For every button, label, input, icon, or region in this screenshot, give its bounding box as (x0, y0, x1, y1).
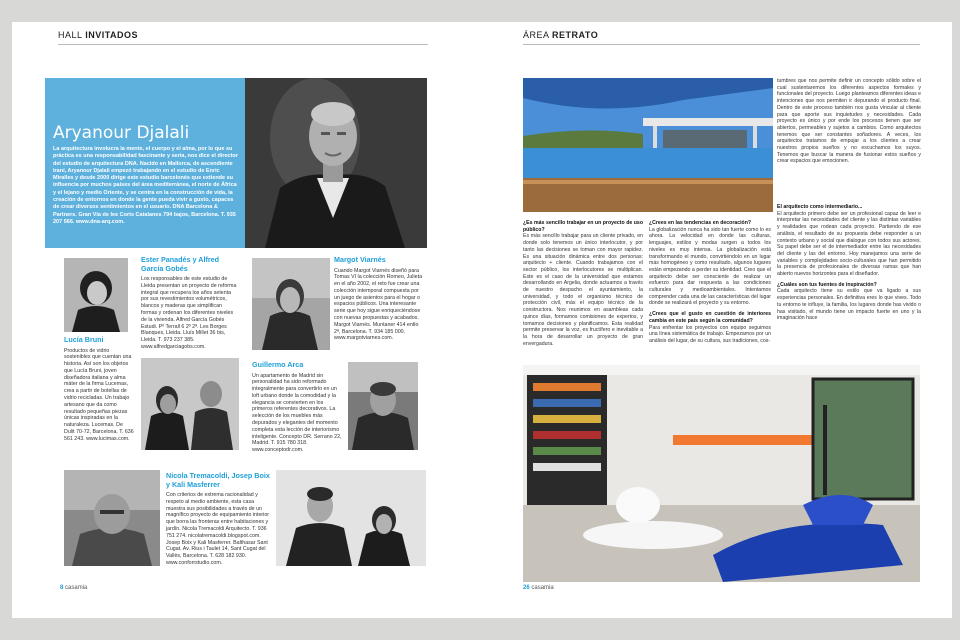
question: El arquitecto como intermediario... (777, 204, 863, 210)
tremacoldi-photo (64, 470, 160, 566)
left-header-rule (58, 44, 428, 45)
arca-photo (348, 362, 418, 450)
card-title: Guillermo Arca (252, 360, 304, 369)
question: ¿Crees en las tendencias en decoración? (649, 220, 752, 226)
man-portrait-illustration (245, 78, 427, 248)
feature-bio: La arquitectura involucra la mente, el cuerpo y el alma, por lo que su práctica es una responsabilidad fascinante y seria, nos dice el director del estudio de arquitectura DNA. Nacido en Mallorca, de ascendiente iraní, Aryanour Djalali empezó trabajando en el estudio de Enric Miralles y desde 2000 dirige este estudio barcelonés que extiende su influencia por muchos países del área mediterránea, el norte de África y el lejano y medio Oriente, y se centra en la construcción de vida, la creación de entornos en donde la gente pueda vivir a gusto, capaces de crear diversos sentimientos en el usuario. DNA Barcelona & Partners. Gran Vía de les Corts Catalanes 794 bajos, Barcelona. T. 935 207 566. www.dna-arq.com. (53, 146, 238, 225)
intro-text: tumbres que nos permite definir un concepto sólido sobre el cual sustentaremos los diferentes aspectos formales y funcionales del proyecto. Luego planteamos diferentes ideas e intenciones que nos permiten ir depurando el producto final. Dentro de este proceso también nos gusta vincular al cliente para que aporte sus inquietudes y necesidades. Cada proyecto es único y por ende los procesos tienen que ser abiertos, permeables y sujetos a cambios. Como arquitectos tenemos que ser constantes soñadores. A veces, los arquitectos tratamos de empujar a los clientes a crear nuestros propios sueños y no escuchamos los suyos. Tenemos que buscar la manera de fusionar estos sueños y crear espacios que emocionen. (777, 78, 921, 165)
card-body: Los responsables de este estudio de Lleida presentan un proyecto de reforma integral que recupera los años setenta por sus revestimientos volumétricos, blancos y maderas que simplifican formas y ordenan los diferentes niveles de la vivienda. Alfred García Gobés Estudi. Pº Terrall 6 2º 2ª. Les Borges Blanques, Lleida. Lluís Millet 36 bis, Lleida. T. 973 237 385. www.alfredgarciagobs.com. (141, 276, 237, 350)
man-photo-illustration (348, 362, 418, 450)
living-room-illustration (523, 365, 920, 582)
qa-column-2 (649, 218, 771, 347)
card-title: Margot Viarnés (334, 255, 386, 264)
feature-name: Aryanour Djalali (53, 123, 190, 143)
couple-photo-illustration (276, 470, 426, 566)
card-panades (141, 256, 239, 351)
feature-portrait (245, 78, 427, 248)
card-body: Un apartamento de Madrid sin personalidad ha sido reformado integralmente para convertirlo en un loft urbano donde la comodidad y la elegancia se convierten en los primeros referentes decorativos. La selección de los muebles más depurados y elegantes del momento completa esta lección de interiorismo inteligente. Concepto DR. Serrano 22, Madrid. T. 915 780 318. www.conceptodr.com. (252, 372, 342, 454)
question: ¿Es más sencillo trabajar en un proyecto de uso público? (523, 220, 643, 233)
magazine-label: casamia (531, 585, 554, 591)
viarnes-photo (252, 258, 330, 350)
answer: Para enfrentar los proyectos con equipo seguimos una línea sistemática de trabajo. Empezamos por un análisis del lugar, de su cultura, sus tradiciones, cos- (649, 324, 771, 344)
card-body: Productos de vidrio sostenibles que cuentan una historia. Así son los objetos que Lucía Bruni, joven diseñadora italiana y alma máter de la firma Lucemas, crea a partir de botellas de vidrio recicladas. Un trabajo artesano que da como resultado pequeñas piezas únicas inspiradas en la naturaleza. Lucemas. De Dulit 70-72, Barcelona. T. 636 561 243. www.lucimas.com. (64, 347, 134, 442)
woman-photo-illustration (252, 258, 330, 350)
couple-photo-illustration (141, 358, 239, 450)
pool-house-illustration (523, 78, 773, 212)
page-number: 26 (523, 585, 530, 591)
feature-box (45, 78, 245, 248)
card-title: Lucía Bruni (64, 335, 104, 344)
intro-text-column (777, 78, 921, 167)
card-title: Ester Panadés y Alfred García Gobés (141, 255, 220, 273)
right-section-header (523, 30, 598, 40)
card-body: Cuando Margot Viarnés diseñó para Tomas VI la colección Romeo, Julieta en el año 2002, el reto fue crear una colección intemporal compuesta por un juego de asientos para el hogar o espacios públicos. Una interesante serie que hoy sigue enriqueciéndose con nuevas propuestas y acabados. Margot Viarnés. Muntaner 414 entlo 2ª, Barcelona. T. 934 185 000. www.margotviarnes.com. (334, 267, 423, 342)
left-section-header (58, 30, 138, 40)
magazine-label: casamia (65, 585, 88, 591)
woman-photo-illustration (64, 258, 128, 332)
card-title: Nicola Tremacoldi, Josep Boix y Kali Masferrer (166, 471, 270, 489)
section-prefix: ÁREA (523, 30, 550, 40)
living-room-photo (523, 365, 920, 582)
section-prefix: HALL (58, 30, 83, 40)
section-title: INVITADOS (85, 30, 139, 40)
card-tremacoldi (166, 472, 270, 567)
answer: Es más sencillo trabajar para un cliente privado, en donde solo tenemos un único interlocutor, y por tanto las decisiones se toman con mayor rapidez. Es una situación dinámica entre dos personas: arquitecto + cliente. Cuando trabajamos con el sector público, los interlocutores se multiplican. Este es el caso de la universidad que estamos desarrollando en Argelia, donde actuamos a través de nuestro despacho el ayuntamiento, la universidad, y todo el organismo técnico de protección civil, más el equipo técnico de la constructora. Nos reunimos en asambleas cada quince días, formamos comisiones de expertos, y tomamos decisiones y planificamos. Esta realidad permite preservar la voz, es fructífero e inevitable a la hora de desarrollar un proyecto de gran envergadura. (523, 233, 643, 347)
qa-column-3 (777, 202, 921, 324)
card-body: Con criterios de extrema racionalidad y respeto al medio ambiente, esta casa muestra sus posibilidades a través de un magnífico proyecto de equipamiento interior que borra las fronteras entre habitaciones y jardín. Nicola Tremacoldi Arquitecto. T. 936 751 274. nicolatremacoldi.blogspot.com. Josep Boix y Kali Masferrer. Balthasar Sant Cugat. Av. Rius i Taulet 14, Sant Cugat del Vallès, Barcelona. T. 628 182 930. www.conforrstudio.com. (166, 492, 270, 566)
page-number: 8 (60, 585, 64, 591)
man-photo-illustration (64, 470, 160, 566)
right-header-rule (523, 44, 920, 45)
question: ¿Cuáles son tus fuentes de inspiración? (777, 281, 877, 288)
panades-photo (141, 358, 239, 450)
question: ¿Crees que el gusto en cuestión de interiores cambia en este país según la comunidad? (649, 311, 771, 324)
left-folio (60, 585, 87, 591)
card-arca (252, 361, 344, 454)
qa-column-1 (523, 218, 643, 349)
boix-masferrer-photo (276, 470, 426, 566)
answer: El arquitecto primero debe ser un profesional capaz de leer e interpretar las necesidades del cliente y las distintas variables y realidades que rodean cada proyecto. Partiendo de ese análisis, el resultado de su propuesta debe responder a un contexto urbano y social que dialogue con todos sus actores. Su papel debe ser el de intermediador entre las necesidades del cliente y las del entorno. Hoy manejamos una serie de variables y complejidades socio-culturales que han permitido la presencia de profesionales de diversas ramas que han abierto nuevos horizontes para el diseñador. (777, 210, 921, 278)
right-folio (523, 585, 554, 591)
card-bruni (64, 336, 134, 443)
answer: Cada arquitecto tiene su estilo que va ligado a sus experiencias personales. En definitiva eres lo que vives. Todo tu entorno te influye, la familia, los lugares donde has vivido o has visitado, el mundo tiene un impacto fuerte en uno y la imaginación hace (777, 288, 921, 322)
answer: La globalización nunca ha sido tan fuerte como lo es ahora. La velocidad en donde las culturas, lenguajes, estilos y modas surgen a todos los niveles es muy intensa. La globalización está transformando el mundo, convirtiéndolo en un lugar más homogéneo y como resultado, algunos lugares están empezando a perder su identidad. Creo que el arquitecto debe ser consciente de realizar un esfuerzo para dar respuesta a las condiciones culturales y medioambientales. Intentamos comprender cada una de las características del lugar donde se realizará el proyecto y su entorno. (649, 226, 771, 307)
pool-photo (523, 78, 773, 212)
card-viarnes (334, 256, 426, 342)
section-title: RETRATO (552, 30, 599, 40)
bruni-photo (64, 258, 128, 332)
